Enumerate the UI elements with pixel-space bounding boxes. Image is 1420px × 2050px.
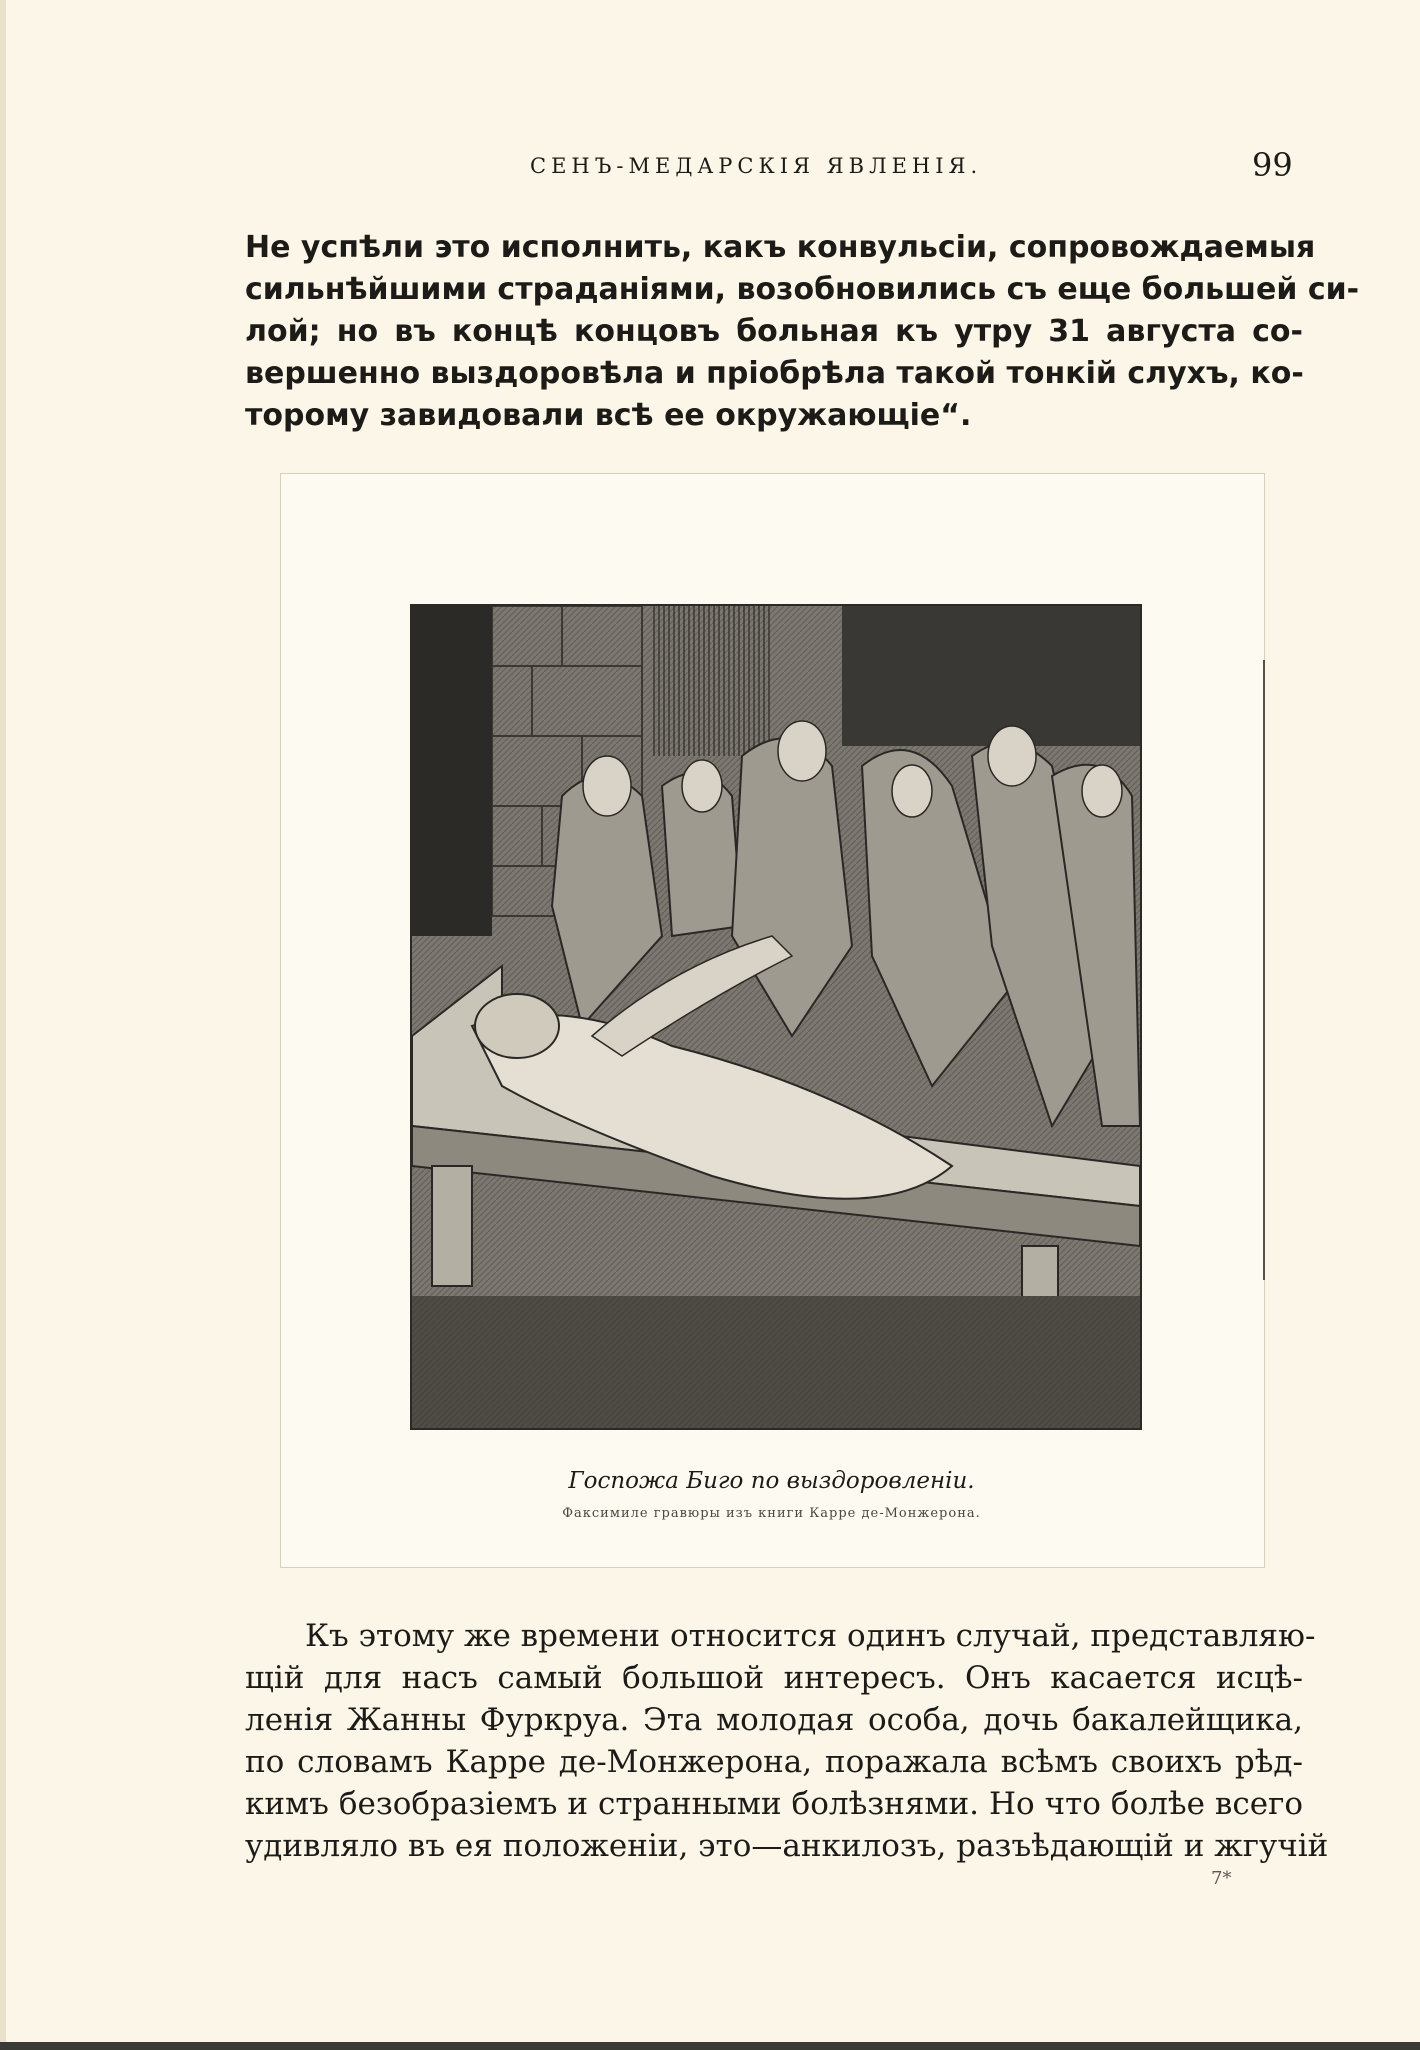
paragraph-bottom <box>245 1615 1329 1867</box>
paragraph-line: Не успѣли это исполнить, какъ конвульсіи, сопровождаемыя <box>245 230 1316 265</box>
figure-caption-title: Госпожа Биго по выздоровленіи. <box>568 1468 975 1494</box>
plate-shadow-line <box>1263 660 1265 1280</box>
paragraph-line: удивляло въ ея положеніи, это—анкилозъ, разъѣдающій и жгучій <box>245 1828 1329 1864</box>
signature-mark: 7* <box>1211 1868 1232 1889</box>
paragraph-line: лой; но въ концѣ концовъ больная къ утру 31 августа со- <box>245 314 1303 349</box>
paragraph-line: ленія Жанны Фуркруа. Эта молодая особа, дочь бакалейщика, <box>245 1702 1303 1738</box>
engraving-illustration <box>410 604 1142 1430</box>
paragraph-line: Къ этому же времени относится одинъ случай, представляю- <box>305 1618 1316 1654</box>
running-title: СЕНЪ-МЕДАРСКІЯ ЯВЛЕНІЯ. <box>530 154 983 178</box>
figure-caption-source: Факсимиле гравюры изъ книги Карре де-Монжерона. <box>562 1506 981 1521</box>
paragraph-line: щій для насъ самый большой интересъ. Онъ касается исцѣ- <box>245 1660 1303 1696</box>
paragraph-line: торому завидовали всѣ ее окружающіе“. <box>245 398 972 433</box>
page-number: 99 <box>1252 146 1293 184</box>
paragraph-top <box>245 227 1360 437</box>
page-edge-shadow <box>0 0 6 2050</box>
page-header <box>0 146 1420 186</box>
paragraph-line: вершенно выздоровѣла и пріобрѣла такой тонкій слухъ, ко- <box>245 356 1304 391</box>
paragraph-line: по словамъ Карре де-Монжерона, поражала всѣмъ своихъ рѣд- <box>245 1744 1303 1780</box>
paragraph-line: сильнѣйшими страданіями, возобновились съ еще большей си- <box>245 272 1360 307</box>
page-bottom-edge <box>0 2042 1420 2050</box>
paragraph-line: кимъ безобразіемъ и странными болѣзнями. Но что болѣе всего <box>245 1786 1303 1822</box>
